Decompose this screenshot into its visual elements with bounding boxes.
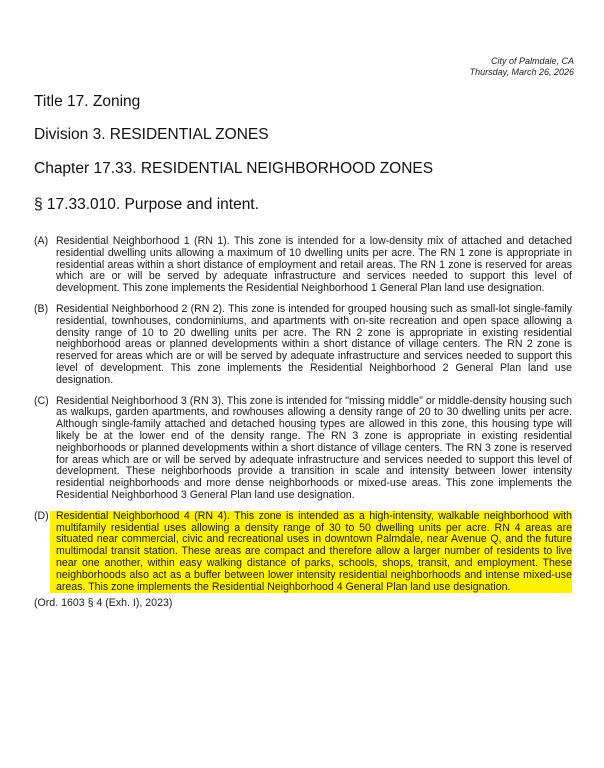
paragraph-text: Residential Neighborhood 2 (RN 2). This zone is intended for grouped housing such as small-lot single-family residential, townhouses, condominiums, and apartments with on-site recreation and open space allowing a density range of 10 to 20 dwelling units per acre. The RN 2 zone is appropriate in existing residential neighborhood areas or planned developments within a short distance of village centers. The RN 2 zone is reserved for areas which are or will be served by adequate infrastructure and services needed to support this level of development. This zone implements the Residential Neighborhood 2 General Plan land use designation. <box>56 302 572 386</box>
paragraph-text: Residential Neighborhood 3 (RN 3). This zone is intended for "missing middle" or middle-density housing such as walkups, garden apartments, and rowhouses allowing a density range of 20 to 30 dwelling units per acre. Although single-family attached and detached housing types are allowed in this zone, this housing type will likely be at the lower end of the density range. The RN 3 zone is appropriate in existing residential neighborhoods or planned developments within a short distance of village centers. The RN 3 zone is reserved for areas which are or will be served by adequate infrastructure and services needed to support this level of development. These neighborhoods provide a transition in scale and intensity between lower intensity residential neighborhoods and more dense neighborhoods or mixed-use areas. This zone implements the Residential Neighborhood 3 General Plan land use designation. <box>56 394 572 501</box>
section-body <box>34 236 572 610</box>
section-heading: § 17.33.010. Purpose and intent. <box>34 196 259 213</box>
ordinance-reference: (Ord. 1603 § 4 (Exh. I), 2023) <box>34 597 173 610</box>
paragraph-d-highlighted <box>34 511 572 594</box>
paragraph-text: Residential Neighborhood 4 (RN 4). This zone is intended as a high-intensity, walkable neighborhood with multifamily residential uses allowing a density range of 30 to 50 dwelling units per acre. RN 4 areas are situated near commercial, civic and recreational uses in downtown Palmdale, near Avenue Q, and the future multimodal transit station. These areas are compact and therefore allow a larger number of residents to live near one another, within easy walking distance of parks, schools, shops, transit, and employment. These neighborhoods also act as a buffer between lower intensity residential neighborhoods and intense mixed-use areas. This zone implements the Residential Neighborhood 4 General Plan land use designation. <box>56 509 572 593</box>
paragraph-label: (A) <box>34 235 49 247</box>
city-name: City of Palmdale, CA <box>490 56 574 66</box>
paragraph-label: (B) <box>34 302 49 315</box>
document-meta <box>470 56 574 78</box>
paragraph-a <box>34 236 572 295</box>
title-heading: Title 17. Zoning <box>34 93 141 110</box>
document-date: Thursday, March 26, 2026 <box>469 67 574 77</box>
paragraph-c <box>34 396 572 502</box>
chapter-heading: Chapter 17.33. RESIDENTIAL NEIGHBORHOOD ZONES <box>34 160 434 177</box>
paragraph-text: Residential Neighborhood 1 (RN 1). This zone is intended for a low-density mix of attached and detached residential dwelling units allowing a maximum of 10 dwelling units per acre. The RN 1 zone is appropriate in residential areas within a short distance of employment and retail areas. The RN 1 zone is reserved for areas which are or will be served by adequate infrastructure and services needed to support this level of development. This zone implements the Residential Neighborhood 1 General Plan land use designation. <box>56 235 572 295</box>
paragraph-label: (C) <box>34 394 49 407</box>
paragraph-label: (D) <box>34 511 56 594</box>
division-heading: Division 3. RESIDENTIAL ZONES <box>34 126 269 143</box>
paragraph-b <box>34 304 572 387</box>
